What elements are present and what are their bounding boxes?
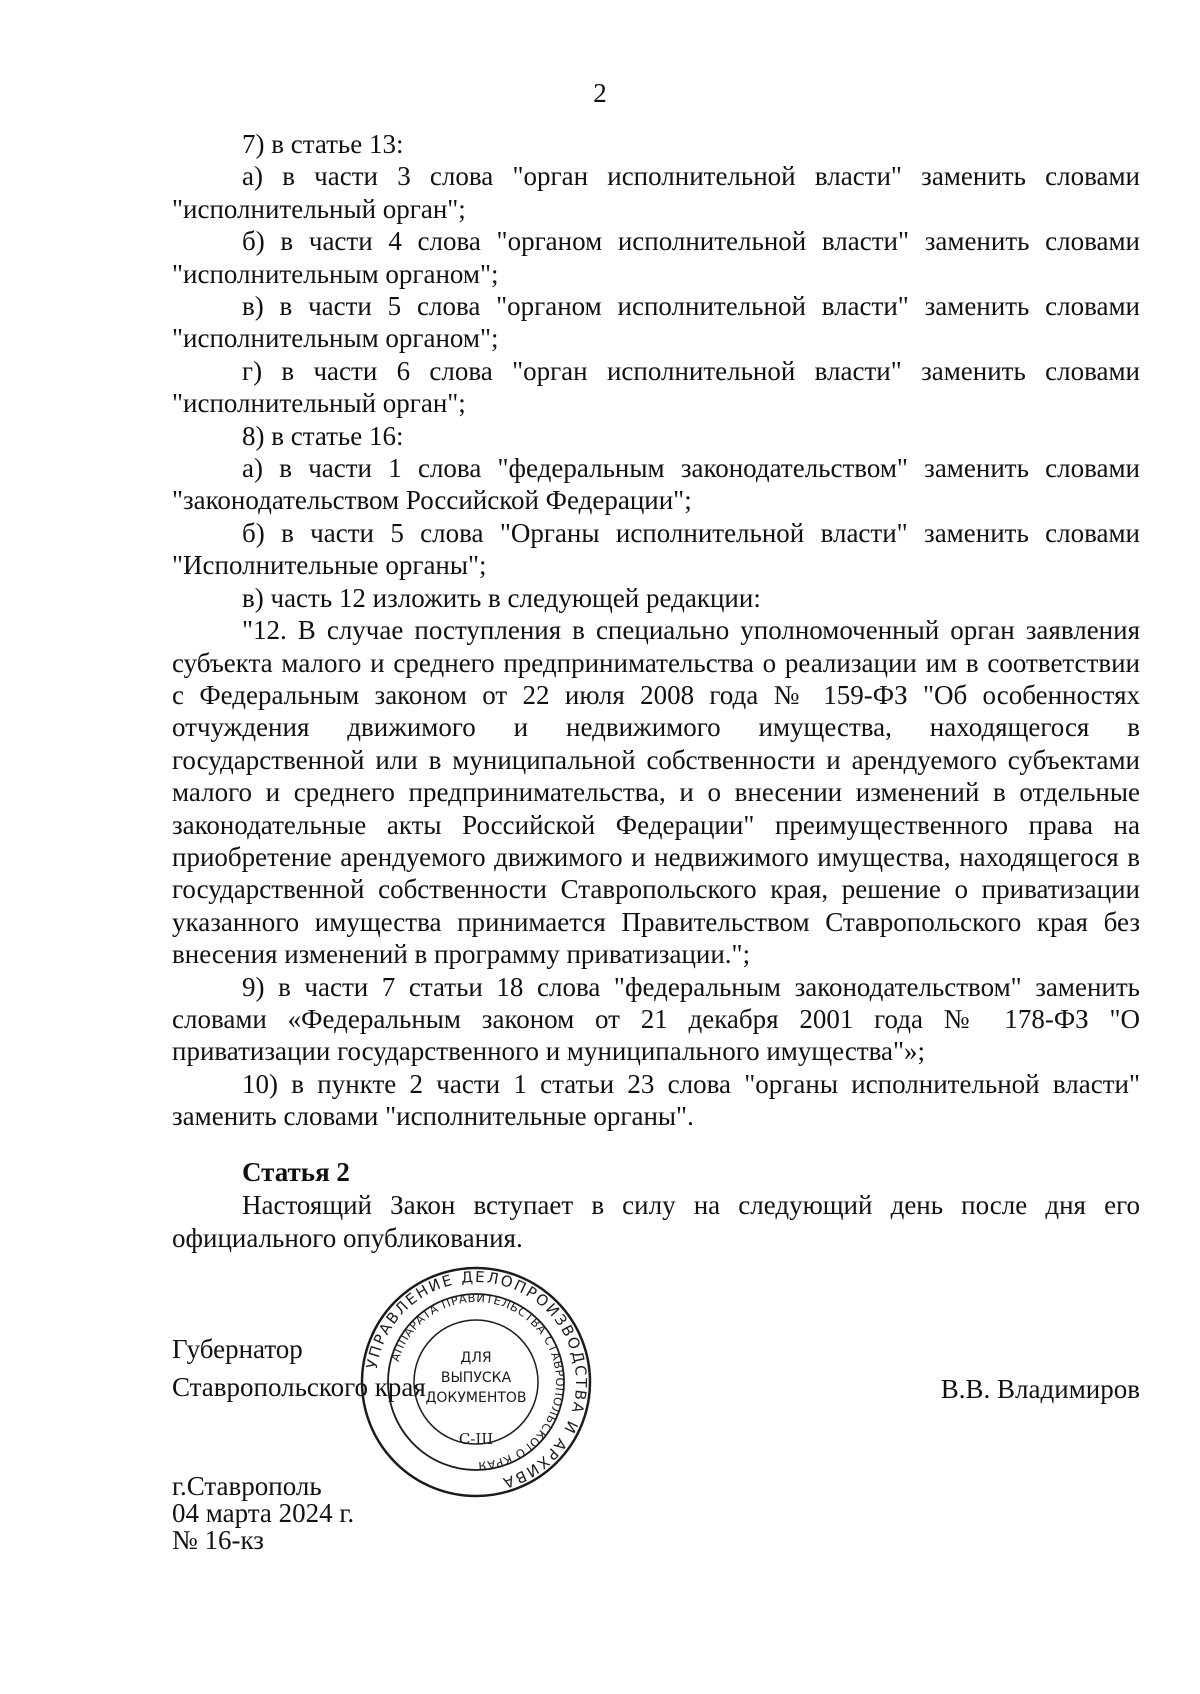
signatory-name: В.В. Владимиров bbox=[940, 1374, 1140, 1404]
stamp-center-line: ДЛЯ bbox=[460, 1350, 492, 1366]
amendments-text bbox=[172, 128, 1140, 1133]
paragraph: г) в части 6 слова "орган исполнительной власти" заменить словами "исполнительный орган"; bbox=[172, 355, 1140, 419]
place-and-date bbox=[172, 1473, 354, 1554]
stamp-outer-text: УПРАВЛЕНИЕ ДЕЛОПРОИЗВОДСТВА И АРХИВА bbox=[362, 1267, 591, 1493]
signature-title-line: Ставропольского края bbox=[172, 1372, 426, 1402]
paragraph: а) в части 3 слова "орган исполнительной власти" заменить словами "исполнительный орган"; bbox=[172, 161, 1140, 224]
paragraph: в) часть 12 изложить в следующей редакции: bbox=[242, 582, 761, 613]
paragraph: 8) в статье 16: bbox=[242, 420, 404, 451]
article-text: Настоящий Закон вступает в силу на следующий день после дня его официального опубликования. bbox=[172, 1190, 1140, 1253]
paragraph: б) в части 5 слова "Органы исполнительной власти" заменить словами "Исполнительные органы"; bbox=[172, 517, 1140, 581]
date: 04 марта 2024 г. bbox=[172, 1498, 355, 1528]
paragraph: "12. В случае поступления в специально уполномоченный орган заявления субъекта малого и среднего предпринимательства о реализации им в соответствии с Федеральным законом от 22 июля 2008 года № 159-ФЗ "Об особенностях отчуждения движимого и недвижимого имущества, находящегося в государственной или в муниципальной собственности и арендуемого субъектами малого и среднего предпринимательства, и о внесении изменений в отдельные законодательные акты Российской Федерации" преимущественного права на приобретение арендуемого движимого и недвижимого имущества, находящегося в государственной собственности Ставропольского края, решение о приватизации указанного имущества принимается Правительством Ставропольского края без внесения изменений в программу приватизации."; bbox=[172, 615, 1140, 970]
document-number: № 16-кз bbox=[172, 1525, 264, 1555]
paragraph: 10) в пункте 2 части 1 статьи 23 слова "органы исполнительной власти" заменить словами "исполнительные органы". bbox=[172, 1068, 1140, 1132]
stamp-code: С-III bbox=[458, 1430, 494, 1448]
official-stamp bbox=[358, 1264, 594, 1500]
stamp-center-line: ВЫПУСКА bbox=[440, 1370, 512, 1386]
paragraph: 9) в части 7 статьи 18 слова "федеральным законодательством" заменить словами «Федеральным законом от 21 декабря 2001 года № 178-ФЗ "О приватизации государственного и муниципального имущества"»; bbox=[172, 971, 1140, 1067]
stamp-inner-text: АППАРАТА ПРАВИТЕЛЬСТВА СТАВРОПОЛЬСКОГО КРАЯ bbox=[387, 1290, 568, 1474]
paragraph: в) в части 5 слова "органом исполнительной власти" заменить словами "исполнительным органом"; bbox=[172, 291, 1140, 354]
article-heading: Статья 2 bbox=[242, 1157, 350, 1187]
page-number: 2 bbox=[593, 78, 607, 108]
stamp-center-line: ДОКУМЕНТОВ bbox=[425, 1390, 527, 1406]
paragraph: 7) в статье 13: bbox=[242, 129, 404, 159]
paragraph: а) в части 1 слова "федеральным законодательством" заменить словами "законодательством Российской Федерации"; bbox=[172, 453, 1140, 516]
paragraph: б) в части 4 слова "органом исполнительной власти" заменить словами "исполнительным органом"; bbox=[172, 226, 1140, 289]
signature-title-line: Губернатор bbox=[172, 1334, 303, 1364]
city: г.Ставрополь bbox=[172, 1471, 322, 1501]
